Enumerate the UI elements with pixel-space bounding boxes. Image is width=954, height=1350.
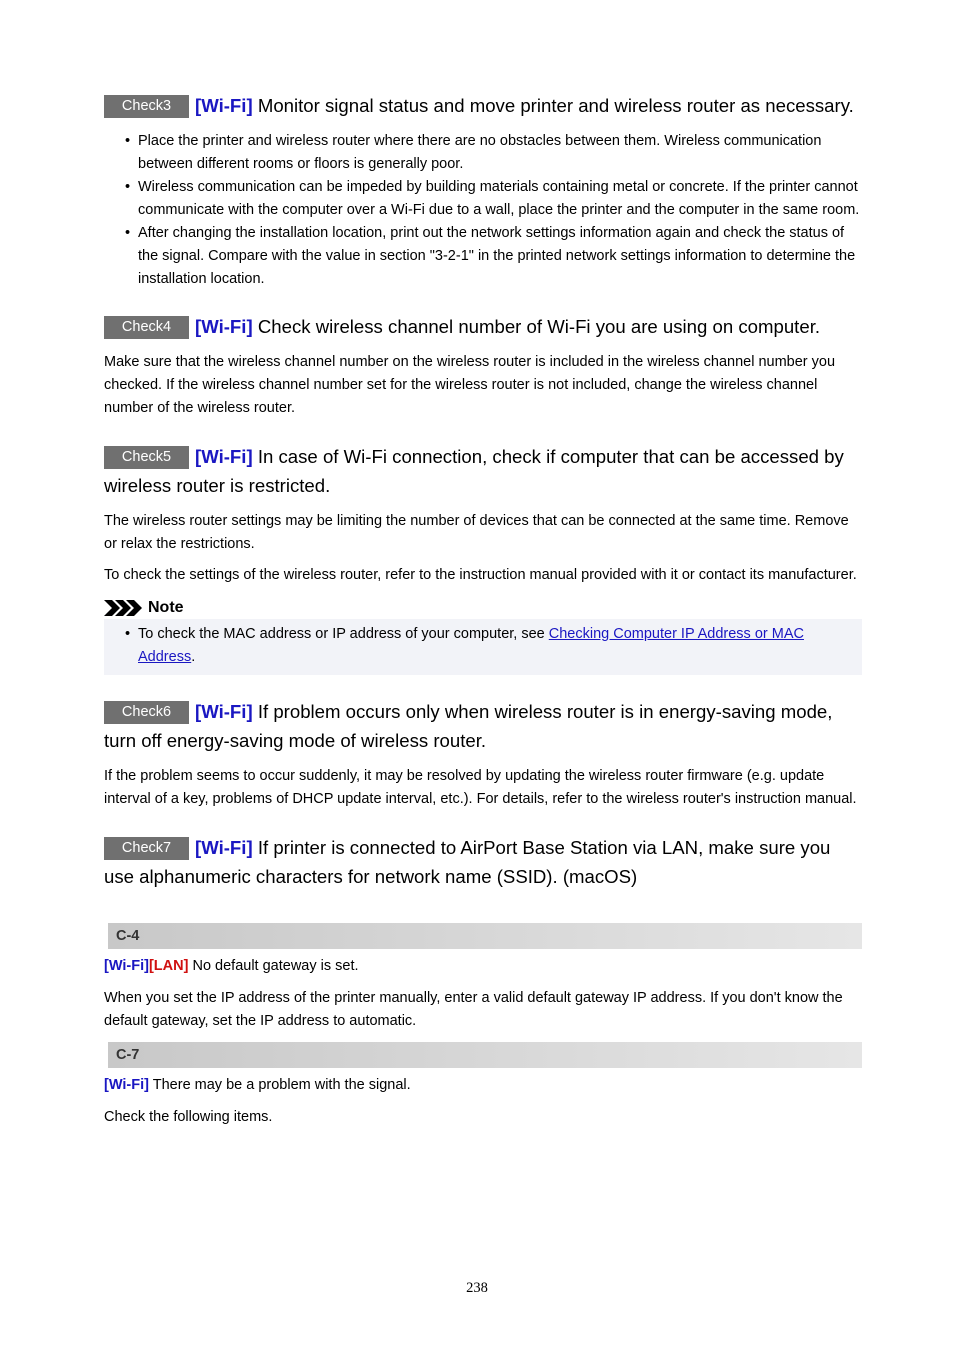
check4-body: Make sure that the wireless channel number on the wireless router is included in the wireless channel number you checked. If the wireless channel number set for the wireless router is not included, change the wireless channel number of the wireless router. bbox=[104, 354, 836, 416]
wifi-tag: [Wi-Fi] bbox=[195, 316, 253, 337]
c7-body: Check the following items. bbox=[104, 1109, 273, 1125]
document-body bbox=[104, 91, 862, 1129]
note-text-after: . bbox=[191, 649, 196, 665]
check3-title: Monitor signal status and move printer and wireless router as necessary. bbox=[257, 95, 854, 116]
list-item: • Wireless communication can be impeded by building materials containing metal or concrete. If the printer cannot communicate with the computer over a Wi-Fi due to a wall, place the printer and the computer in the same room. bbox=[126, 176, 862, 222]
check5-body-2: To check the settings of the wireless router, refer to the instruction manual provided with it or contact its manufacturer. bbox=[104, 567, 857, 583]
check4-heading bbox=[104, 312, 862, 341]
check6-title: If problem occurs only when wireless router is in energy-saving mode, turn off energy-saving mode of wireless router. bbox=[104, 701, 833, 751]
check4-badge: Check4 bbox=[104, 316, 189, 339]
note-arrows-icon-graphic bbox=[104, 600, 144, 616]
note-text-before: To check the MAC address or IP address of your computer, see bbox=[138, 626, 549, 642]
check3-badge: Check3 bbox=[104, 95, 189, 118]
c7-message-text: There may be a problem with the signal. bbox=[152, 1077, 411, 1093]
list-item: • Place the printer and wireless router where there are no obstacles between them. Wireless communication between different rooms or floors is generally poor. bbox=[126, 130, 862, 176]
c7-code-bar: C-7 bbox=[108, 1042, 862, 1068]
note-arrows-icon bbox=[104, 600, 144, 616]
check5-title: In case of Wi-Fi connection, check if computer that can be accessed by wireless router is restricted. bbox=[104, 446, 844, 496]
c4-body: When you set the IP address of the printer manually, enter a valid default gateway IP address. If you don't know the default gateway, set the IP address to automatic. bbox=[104, 990, 843, 1029]
wifi-tag: [Wi-Fi] bbox=[104, 1077, 149, 1093]
check6-badge: Check6 bbox=[104, 701, 189, 724]
c4-code-bar: C-4 bbox=[108, 923, 862, 949]
check5-body-1: The wireless router settings may be limiting the number of devices that can be connected at the same time. Remove or relax the restrictions. bbox=[104, 513, 849, 552]
note-box bbox=[104, 619, 862, 675]
wifi-tag: [Wi-Fi] bbox=[104, 958, 149, 974]
check3-heading bbox=[104, 91, 862, 120]
lan-tag: [LAN] bbox=[148, 958, 189, 974]
checking-ip-mac-link[interactable]: Checking Computer IP Address or MAC Address bbox=[138, 626, 804, 665]
check3-bullet-list bbox=[104, 130, 862, 291]
wifi-tag: [Wi-Fi] bbox=[195, 446, 253, 467]
check6-heading bbox=[104, 697, 862, 755]
page-number: 238 bbox=[466, 1280, 488, 1296]
check7-title: If printer is connected to AirPort Base Station via LAN, make sure you use alphanumeric characters for network name (SSID). (macOS) bbox=[104, 837, 831, 887]
c4-message-text: No default gateway is set. bbox=[192, 958, 359, 974]
list-item: • After changing the installation location, print out the network settings information again and check the status of the signal. Compare with the value in section "3-2-1" in the printed network settings information to determine the installation location. bbox=[126, 222, 862, 291]
c7-message bbox=[104, 1074, 862, 1097]
wifi-tag: [Wi-Fi] bbox=[195, 701, 253, 722]
check4-title: Check wireless channel number of Wi-Fi you are using on computer. bbox=[257, 316, 821, 337]
c4-message bbox=[104, 955, 862, 978]
note-list bbox=[104, 623, 854, 669]
note-title: Note bbox=[148, 599, 184, 616]
check7-badge: Check7 bbox=[104, 837, 189, 860]
check7-heading bbox=[104, 833, 862, 891]
note-heading bbox=[104, 597, 862, 619]
wifi-tag: [Wi-Fi] bbox=[195, 837, 253, 858]
check5-heading bbox=[104, 442, 862, 500]
check5-badge: Check5 bbox=[104, 446, 189, 469]
list-item bbox=[126, 623, 854, 669]
wifi-tag: [Wi-Fi] bbox=[195, 95, 253, 116]
check6-body: If the problem seems to occur suddenly, it may be resolved by updating the wireless router firmware (e.g. update interval of a key, problems of DHCP update interval, etc.). For details, refer to the wireless router's instruction manual. bbox=[104, 768, 857, 807]
